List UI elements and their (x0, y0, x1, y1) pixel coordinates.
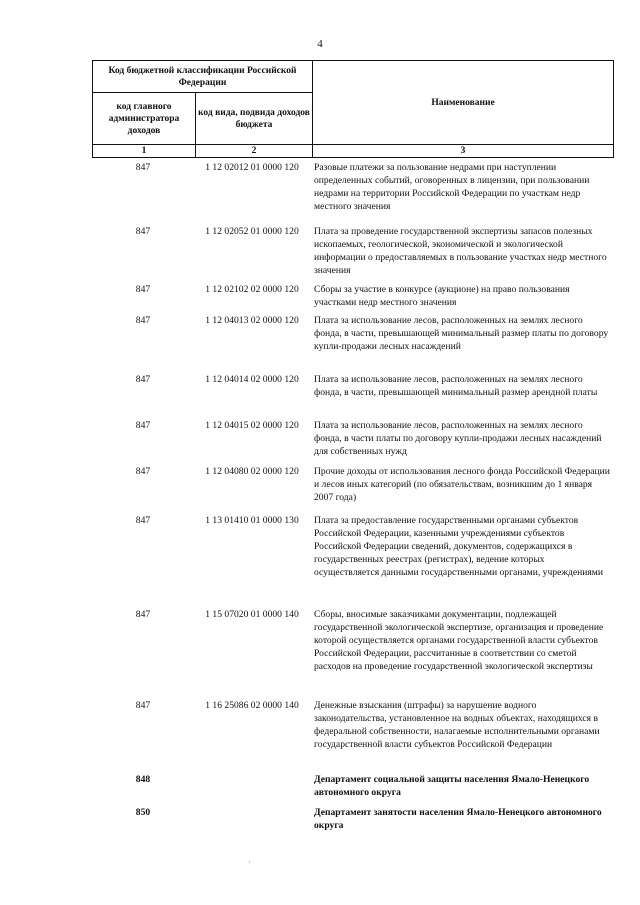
income-name: Прочие доходы от использования лесного фонда Российской Федерации и лесов иных категорий (по обязательствам, возникшим до 1 января 2007 года) (314, 466, 610, 503)
admin-code: 847 (135, 284, 151, 295)
header-kind-cell: код вида, подвида доходов бюджета (196, 93, 313, 145)
page-number: 4 (317, 38, 323, 50)
admin-code: 847 (135, 700, 151, 711)
income-name: Плата за проведение государственной экспертизы запасов полезных ископаемых, геологической, экономической и экологической информации о предоставляемых в пользование участках недр местного значения (314, 226, 607, 276)
admin-code: 847 (135, 162, 151, 173)
income-code: 1 15 07020 01 0000 140 (205, 609, 299, 620)
scan-mark: · (248, 858, 251, 867)
income-name: Денежные взыскания (штрафы) за нарушение водного законодательства, установленное на водных объектах, находящихся в федеральной собственности, налагаемые исполнительными органами государственной власти субъектов Российской Федерации (314, 700, 600, 750)
income-name: Плата за использование лесов, расположенных на землях лесного фонда, в части платы по договору купли-продажи лесных насаждений для собственных нужд (314, 420, 602, 457)
income-name: Сборы, вносимые заказчиками документации, подлежащей государственной экологической экспертизе, организация и проведение которой осуществляется органами государственной власти субъектов Российской Федерации, рассчитанные в соответствии со сметой расходов на проведение государственной экологической экспертизы (314, 609, 604, 672)
admin-code: 847 (135, 374, 151, 385)
income-code: 1 12 02012 01 0000 120 (205, 162, 299, 173)
department-name: Департамент социальной защиты населения Ямало-Ненецкого автономного округа (314, 774, 590, 798)
header-num-2: 2 (196, 145, 313, 158)
income-name: Сборы за участие в конкурсе (аукционе) на право пользования участками недр местного значения (314, 284, 570, 308)
header-num-3: 3 (313, 145, 614, 158)
department-name: Департамент занятости населения Ямало-Ненецкого автономного округа (314, 807, 602, 831)
admin-code: 847 (135, 515, 151, 526)
income-code: 1 12 04014 02 0000 120 (205, 374, 299, 385)
income-code: 1 12 02052 01 0000 120 (205, 226, 299, 237)
income-code: 1 13 01410 01 0000 130 (205, 515, 299, 526)
income-name: Разовые платежи за пользование недрами при наступлении определенных событий, оговоренных в лицензии, при пользовании недрами на территории Российской Федерации по участкам недр местного значения (314, 162, 590, 212)
classification-table-header (92, 60, 614, 158)
admin-code: 847 (135, 226, 151, 237)
income-name: Плата за предоставление государственными органами субъектов Российской Федерации, казенными учреждениями субъектов Российской Федерации сведений, документов, содержащихся в государственных реестрах (регистрах), ведение которых осуществляется данными государственными органами, учреждениями (314, 515, 604, 578)
header-admin-cell: код главного администратора доходов (93, 93, 196, 145)
header-num-1: 1 (93, 145, 196, 158)
income-code: 1 12 04013 02 0000 120 (205, 315, 299, 326)
income-code: 1 12 02102 02 0000 120 (205, 284, 299, 295)
admin-code: 850 (135, 807, 151, 818)
admin-code: 847 (135, 466, 151, 477)
income-code: 1 12 04080 02 0000 120 (205, 466, 299, 477)
admin-code: 847 (135, 609, 151, 620)
income-name: Плата за использование лесов, расположенных на землях лесного фонда, в части, превышающей минимальный размер арендной платы (314, 374, 598, 398)
income-code: 1 12 04015 02 0000 120 (205, 420, 299, 431)
header-group-cell: Код бюджетной классификации Российской Федерации (93, 61, 313, 93)
admin-code: 847 (135, 315, 151, 326)
header-name-cell: Наименование (313, 61, 614, 145)
admin-code: 847 (135, 420, 151, 431)
admin-code: 848 (135, 774, 151, 785)
income-code: 1 16 25086 02 0000 140 (205, 700, 299, 711)
income-name: Плата за использование лесов, расположенных на землях лесного фонда, в части, превышающей минимальный размер платы по договору купли-продажи лесных насаждений (314, 315, 609, 352)
